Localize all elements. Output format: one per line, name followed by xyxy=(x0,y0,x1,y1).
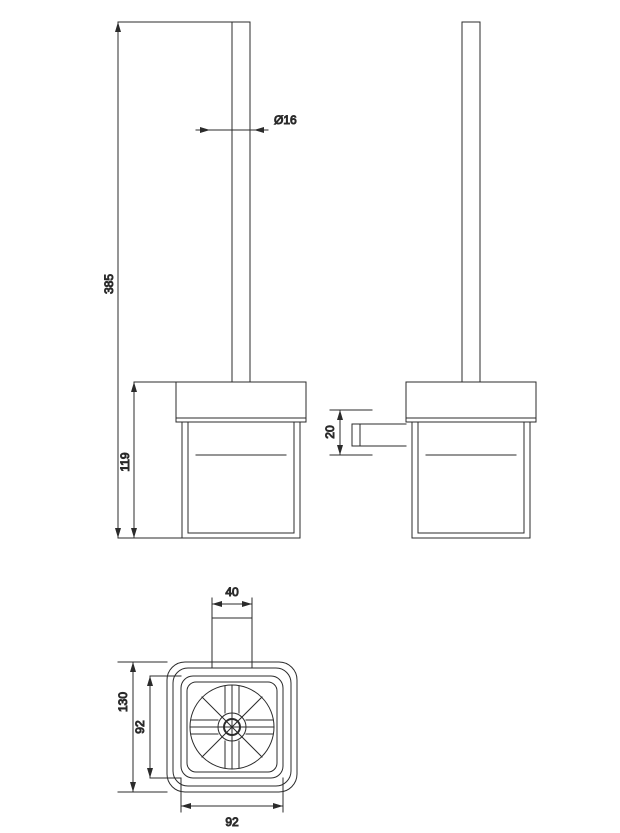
dim-92h-arrow-right xyxy=(273,803,283,809)
dim-385-arrow-top xyxy=(115,22,121,32)
dim-overall-height xyxy=(115,22,232,538)
dim-130-arrow-top xyxy=(130,662,136,672)
front-cup-body xyxy=(182,422,300,538)
top-plan-view xyxy=(167,618,297,792)
dim-label-92-horizontal: 92 xyxy=(225,815,239,829)
dim-label-92-vertical: 92 xyxy=(133,720,147,734)
dim-d16-arrow-right xyxy=(254,127,264,133)
plan-bracket-tab xyxy=(212,618,252,668)
side-elevation-view xyxy=(352,22,536,538)
front-handle-rod xyxy=(232,22,250,382)
plan-brush-spokes xyxy=(190,685,274,769)
dim-119-arrow-bottom xyxy=(131,528,137,538)
dim-label-130: 130 xyxy=(116,691,130,713)
side-cup-body-inner xyxy=(418,422,524,533)
dim-40-arrow-left xyxy=(212,601,222,607)
dim-handle-diameter xyxy=(196,112,268,148)
dim-label-d16: Ø16 xyxy=(274,113,297,127)
dim-label-40: 40 xyxy=(225,585,239,599)
dim-40-arrow-right xyxy=(242,601,252,607)
dim-label-119: 119 xyxy=(118,452,132,472)
dim-20-arrow-bottom xyxy=(337,445,343,455)
dim-20-arrow-top xyxy=(337,410,343,420)
dim-cup-depth xyxy=(147,676,181,778)
dim-92v-arrow-bottom xyxy=(147,768,153,778)
dim-130-arrow-bottom xyxy=(130,782,136,792)
dim-d16-arrow-left xyxy=(200,127,210,133)
dim-119-arrow-top xyxy=(131,382,137,392)
side-cup-body xyxy=(412,422,530,538)
dim-92h-arrow-left xyxy=(181,803,191,809)
dim-bracket-width xyxy=(212,598,252,624)
dim-cup-height xyxy=(131,382,182,538)
side-collar xyxy=(406,382,536,422)
front-collar xyxy=(176,382,306,422)
dim-92v-arrow-top xyxy=(147,676,153,686)
front-elevation-view xyxy=(176,22,306,538)
side-handle-rod xyxy=(462,22,480,382)
dim-label-385: 385 xyxy=(102,273,116,295)
dim-385-arrow-bottom xyxy=(115,528,121,538)
front-cup-body-inner xyxy=(188,422,294,533)
dim-cup-width xyxy=(181,778,283,812)
dim-label-20: 20 xyxy=(323,425,337,439)
